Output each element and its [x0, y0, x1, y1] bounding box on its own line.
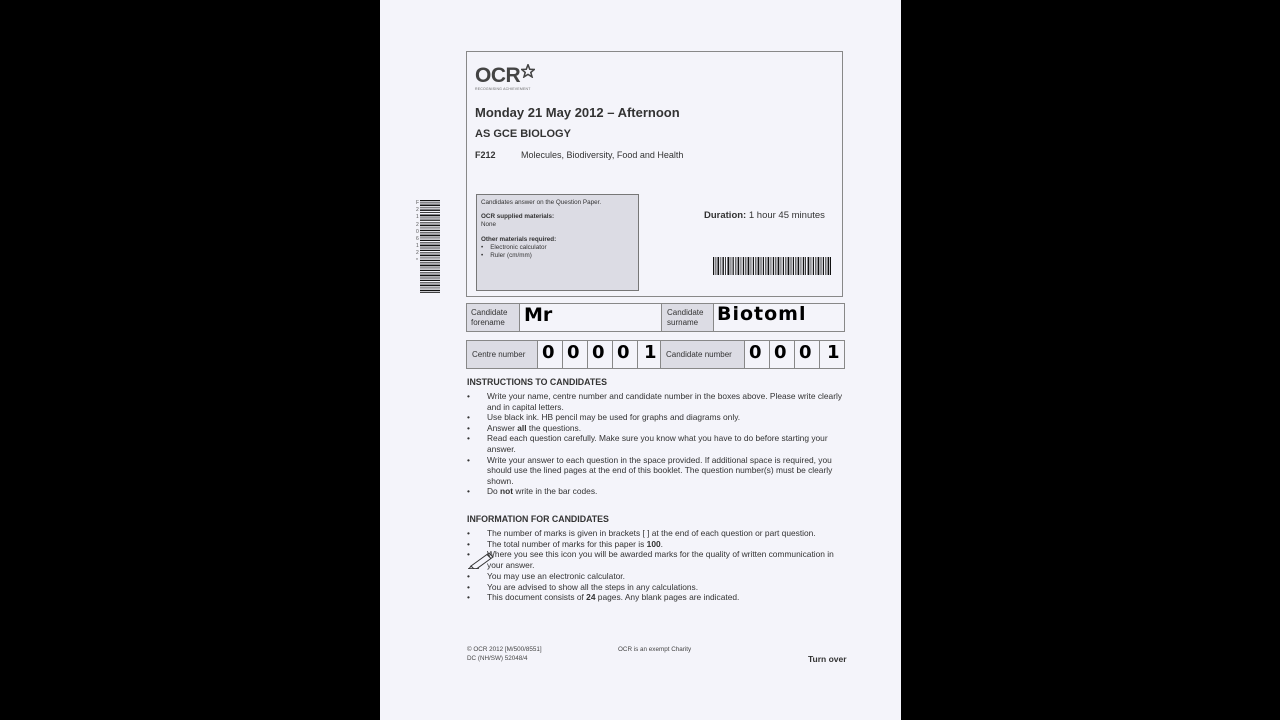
forename-value: Mr: [524, 304, 553, 326]
surname-label-cell: Candidate surname: [661, 304, 714, 331]
footer-charity: OCR is an exempt Charity: [618, 646, 692, 653]
centre-digit-box[interactable]: 0: [563, 341, 588, 368]
logo-tagline: RECOGNISING ACHIEVEMENT: [475, 87, 531, 91]
materials-box: [476, 194, 639, 291]
list-item: • Answer all the questions.: [467, 423, 847, 434]
other-label: Other materials required:: [481, 235, 557, 243]
header-box: [466, 51, 843, 297]
centre-digit-box[interactable]: 0: [538, 341, 563, 368]
supplied-label: OCR supplied materials:: [481, 213, 555, 221]
barcode-icon: [713, 257, 831, 280]
materials-line: Candidates answer on the Question Paper.: [481, 199, 602, 206]
information-title: INFORMATION FOR CANDIDATES: [467, 514, 609, 524]
turn-over-label: Turn over: [808, 654, 847, 664]
supplied-value: None: [481, 221, 497, 229]
candidate-digit-box[interactable]: 0: [795, 341, 820, 368]
other-item: • Ruler (cm/mm): [481, 251, 532, 259]
surname-value: Biotoml: [717, 303, 807, 325]
list-item: • Write your answer to each question in the space provided. If additional space is required, you should use the lined pages at the end of this booklet. The question number(s) must be clearly shown.: [467, 455, 847, 487]
side-barcode-digits: F 2 1 2 0 6 1 2 *: [416, 200, 420, 264]
list-item: • The number of marks is given in brackets [ ] at the end of each question or part question.: [467, 528, 847, 539]
candidate-number-label-cell: Candidate number: [661, 341, 745, 368]
duration: Duration: 1 hour 45 minutes: [704, 210, 825, 221]
forename-label-cell: Candidate forename: [467, 304, 520, 331]
list-item: • You are advised to show all the steps in any calculations.: [467, 582, 847, 593]
exam-subject: AS GCE BIOLOGY: [475, 128, 571, 140]
candidate-digit-box[interactable]: 0: [745, 341, 770, 368]
side-barcode-icon: [420, 200, 440, 293]
list-item: • The total number of marks for this paper is 100.: [467, 539, 847, 550]
centre-label-cell: Centre number: [467, 341, 538, 368]
surname-field[interactable]: [713, 304, 844, 331]
centre-digit-box[interactable]: 0: [613, 341, 638, 368]
other-item: • Electronic calculator: [481, 243, 547, 251]
forename-field[interactable]: [519, 304, 661, 331]
candidate-digit-box[interactable]: 0: [770, 341, 795, 368]
exam-paper-page: [380, 0, 901, 720]
star-icon: [521, 64, 535, 78]
paper-title: Molecules, Biodiversity, Food and Health: [521, 150, 684, 160]
candidate-digit-box[interactable]: 1: [827, 342, 840, 363]
candidate-name-row: [466, 303, 845, 332]
exam-date: Monday 21 May 2012 – Afternoon: [475, 105, 680, 120]
pencil-icon: [467, 551, 497, 569]
centre-digit-box[interactable]: 1: [638, 341, 661, 368]
list-item: • You may use an electronic calculator.: [467, 571, 847, 582]
candidate-number-row: [466, 340, 845, 369]
information-list: [467, 528, 847, 603]
centre-digit-box[interactable]: 0: [588, 341, 613, 368]
paper-code: F212: [475, 150, 496, 160]
list-item: • Read each question carefully. Make sure you know what you have to do before starting your answer.: [467, 433, 847, 454]
list-item: • Use black ink. HB pencil may be used for graphs and diagrams only.: [467, 412, 847, 423]
instructions-title: INSTRUCTIONS TO CANDIDATES: [467, 377, 607, 387]
list-item: • Do not write in the bar codes.: [467, 486, 847, 497]
list-item: • Write your name, centre number and candidate number in the boxes above. Please write clearly and in capital letters.: [467, 391, 847, 412]
instructions-list: [467, 391, 847, 497]
ocr-logo: OCR: [475, 64, 535, 88]
list-item: • This document consists of 24 pages. Any blank pages are indicated.: [467, 592, 847, 603]
list-item: • Where you see this icon you will be awarded marks for the quality of written communication in your answer.: [467, 549, 847, 571]
footer-copyright: © OCR 2012 [M/500/8551] DC (NH/SW) 52048/4: [467, 646, 542, 662]
